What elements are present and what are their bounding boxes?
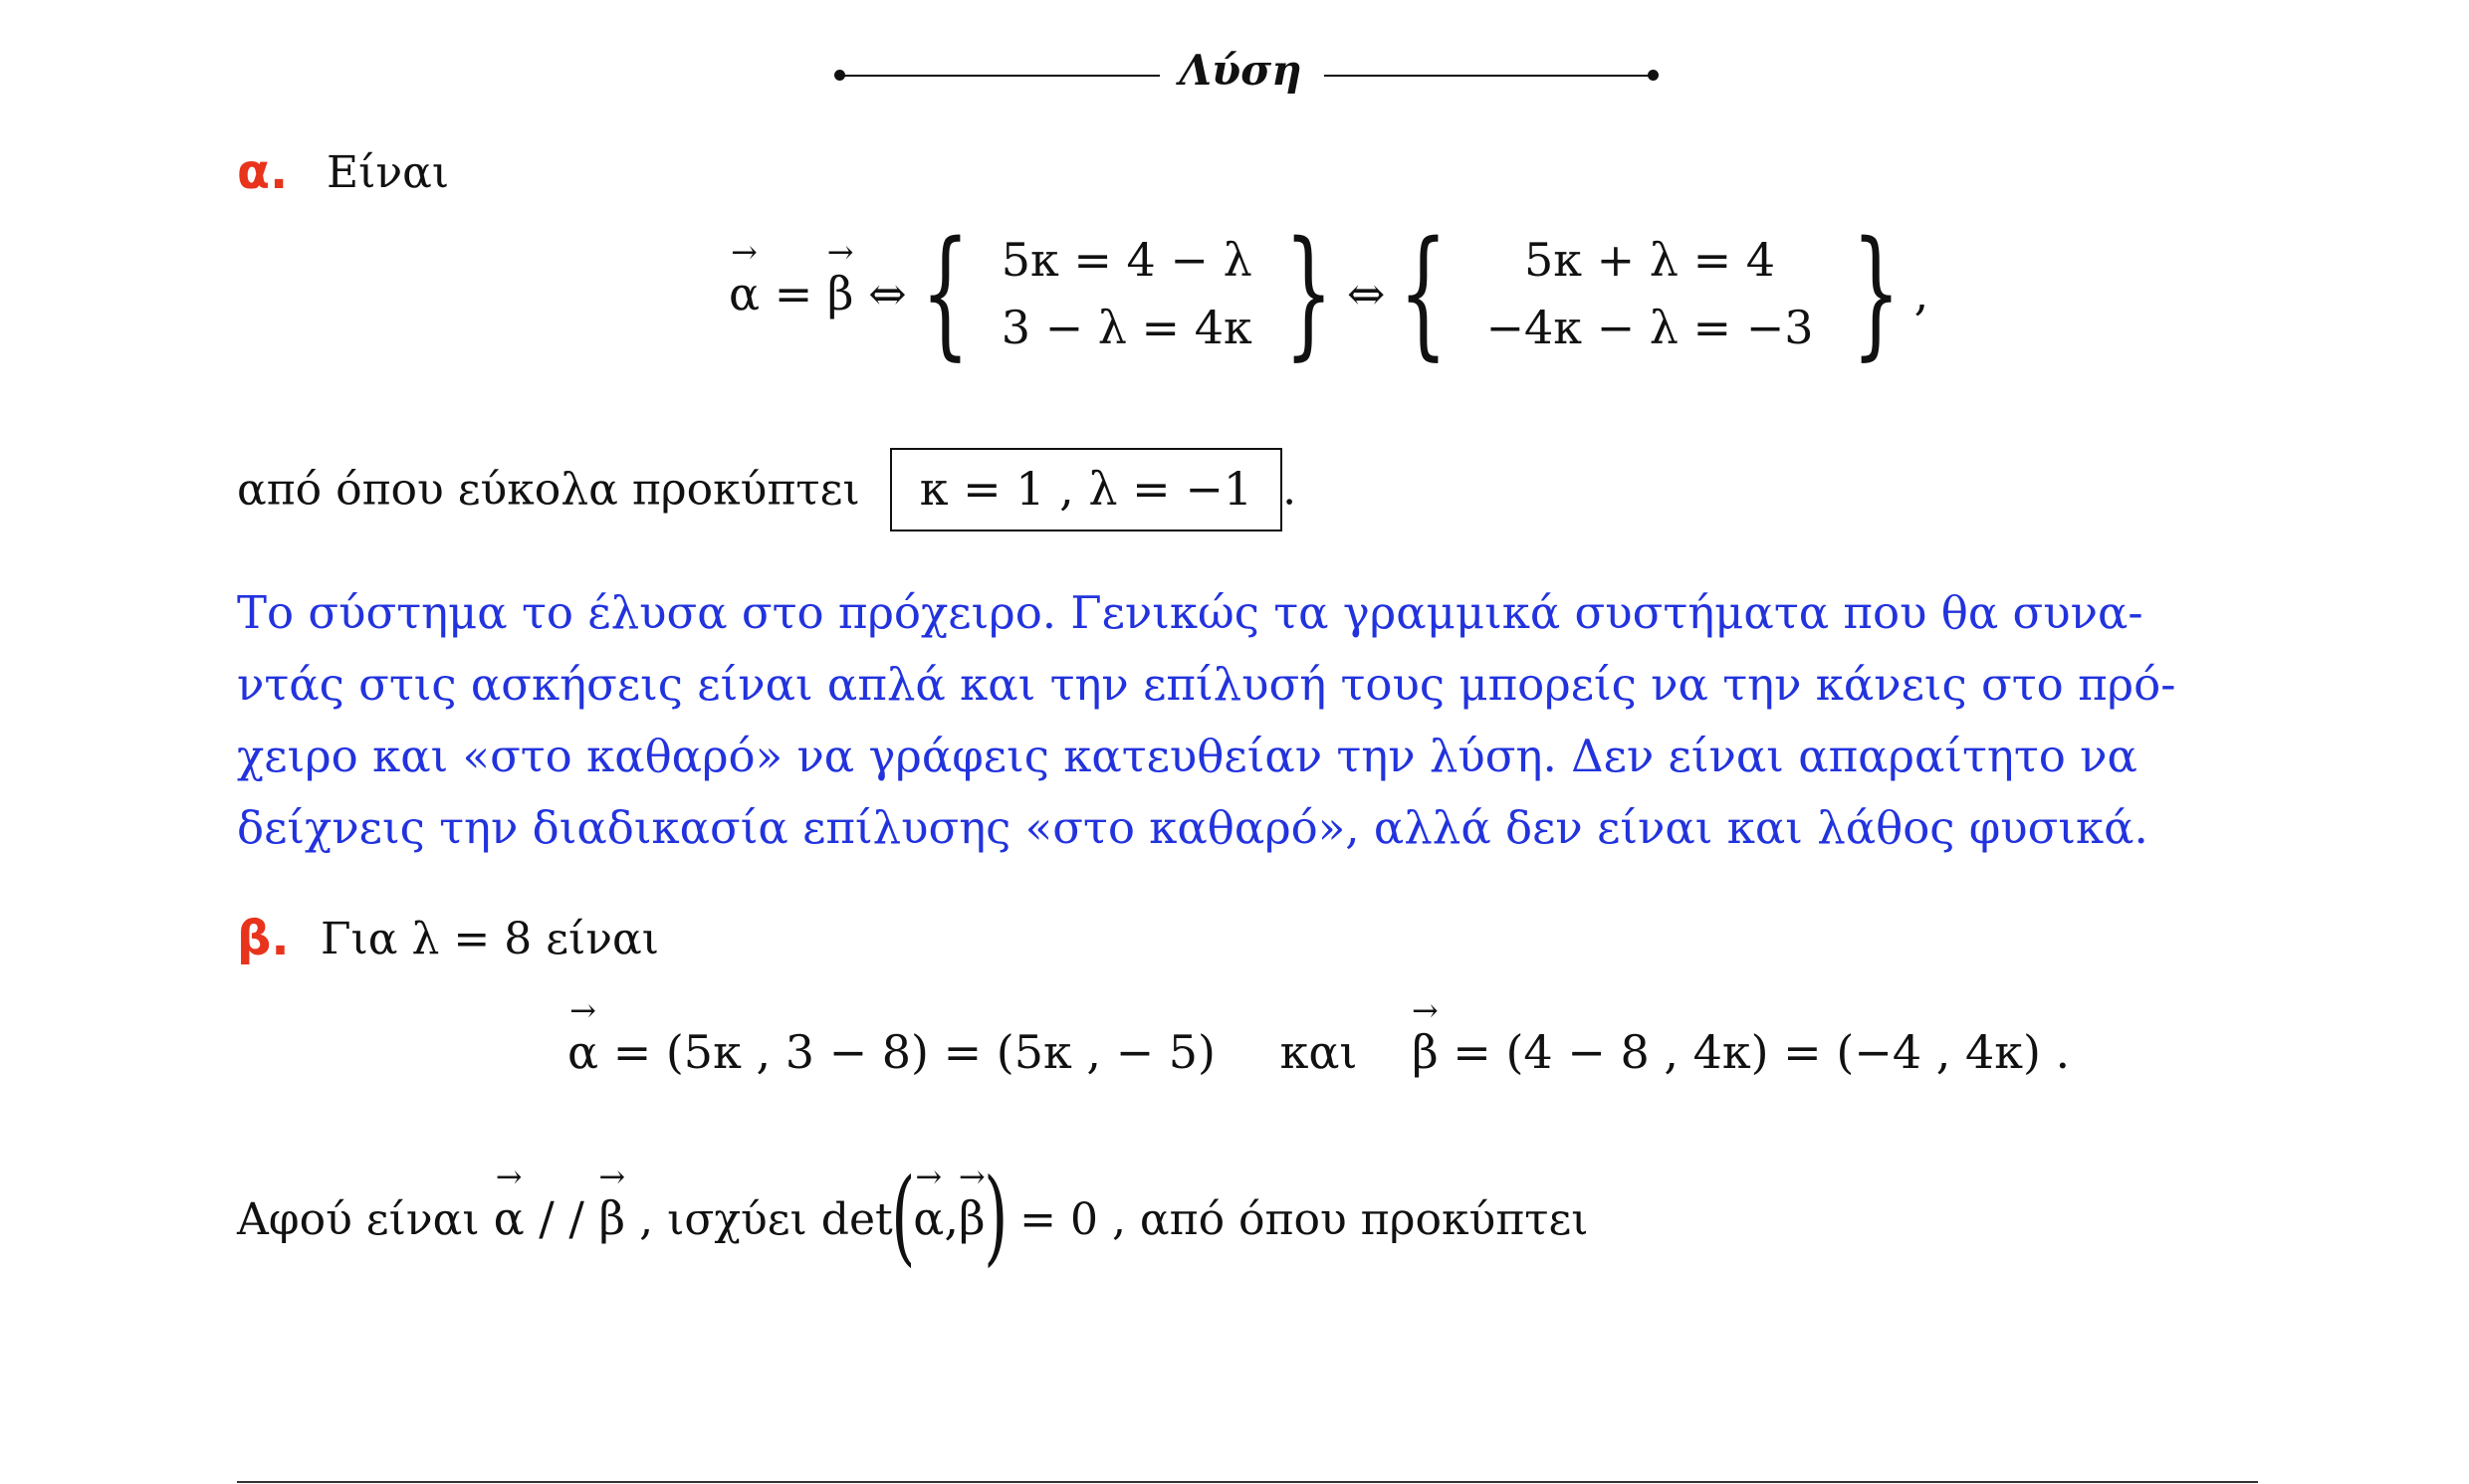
section-title: Λύση	[1179, 46, 1302, 95]
right-brace-2: }	[1851, 212, 1901, 374]
left-brace-1: {	[920, 212, 970, 374]
result-text: από όπου εύκολα προκύπτει	[237, 464, 860, 516]
det-result-text: = 0 , από όπου προκύπτει	[1006, 1194, 1589, 1245]
right-brace-1: }	[1283, 212, 1333, 374]
det-vector-beta: → β	[959, 1191, 986, 1245]
det-comma: ,	[944, 1191, 959, 1245]
vector-equality-system	[729, 212, 1929, 374]
system-2-eq-2: −4κ − λ = −3	[1485, 301, 1814, 354]
system-1-eq-2: 3 − λ = 4κ	[1001, 301, 1252, 354]
title-rule-left	[839, 75, 1160, 77]
parallel-sign: / /	[524, 1191, 599, 1245]
det-right-paren: )	[983, 1156, 1009, 1277]
vector-beta: → β	[827, 267, 854, 320]
parallel-intro: Αφού είναι	[237, 1194, 494, 1245]
result-line	[237, 448, 1296, 531]
system-1-eq-1: 5κ = 4 − λ	[1001, 233, 1252, 287]
vector-components-line	[567, 1025, 2070, 1079]
note-line-3: χειρο και «στο καθαρό» να γράφεις κατευθείαν την λύση. Δεν είναι απαραίτητο να	[237, 730, 2137, 782]
system-comma: ,	[1913, 267, 1929, 320]
system-2-eq-1: 5κ + λ = 4	[1523, 233, 1775, 287]
system-2	[1461, 226, 1837, 361]
note-line-4: δείχνεις την διαδικασία επίλυσης «στο καθαρό», αλλά δεν είναι και λάθος φυσικά.	[237, 801, 2148, 854]
parallel-line	[237, 1156, 1589, 1277]
solution-note	[237, 577, 2175, 864]
system-1	[984, 226, 1270, 361]
equivalence-arrow: ⇔	[1346, 267, 1386, 320]
title-dot-right	[1648, 70, 1659, 81]
part-a-label: α.	[237, 144, 289, 200]
vector-beta-components: = (4 − 8 , 4κ) = (−4 , 4κ) .	[1438, 1025, 2071, 1079]
title-rule-right	[1324, 75, 1653, 77]
footer-rule	[237, 1481, 2258, 1483]
holds-det-text: , ισχύει det	[625, 1194, 893, 1245]
note-line-2: ντάς στις ασκήσεις είναι απλά και την επίλυσή τους μπορείς να την κάνεις στο πρό-	[237, 658, 2176, 711]
vector-alpha-b: → α	[567, 1025, 598, 1079]
vector-alpha-c: → α	[494, 1191, 525, 1245]
result-period: .	[1282, 464, 1297, 516]
vector-alpha: → α	[729, 267, 760, 320]
part-b-intro: Για λ = 8 είναι	[321, 914, 659, 964]
det-left-paren: (	[890, 1156, 916, 1277]
kai-word: και	[1279, 1025, 1358, 1079]
vector-equality: → α = → β ⇔	[729, 267, 907, 320]
note-line-1: Το σύστημα το έλυσα στο πρόχειρο. Γενικώς τα γραμμικά συστήματα που θα συνα-	[237, 586, 2143, 639]
part-a-intro: Είναι	[327, 147, 450, 198]
left-brace-2: {	[1399, 212, 1449, 374]
vector-beta-c: → β	[599, 1191, 626, 1245]
det-vector-alpha: → α	[913, 1191, 944, 1245]
vector-beta-b: → β	[1412, 1025, 1439, 1079]
vector-alpha-components: = (5κ , 3 − 8) = (5κ , − 5)	[598, 1025, 1216, 1079]
part-b-label: β.	[237, 911, 290, 966]
result-box: κ = 1 , λ = −1	[890, 448, 1282, 531]
